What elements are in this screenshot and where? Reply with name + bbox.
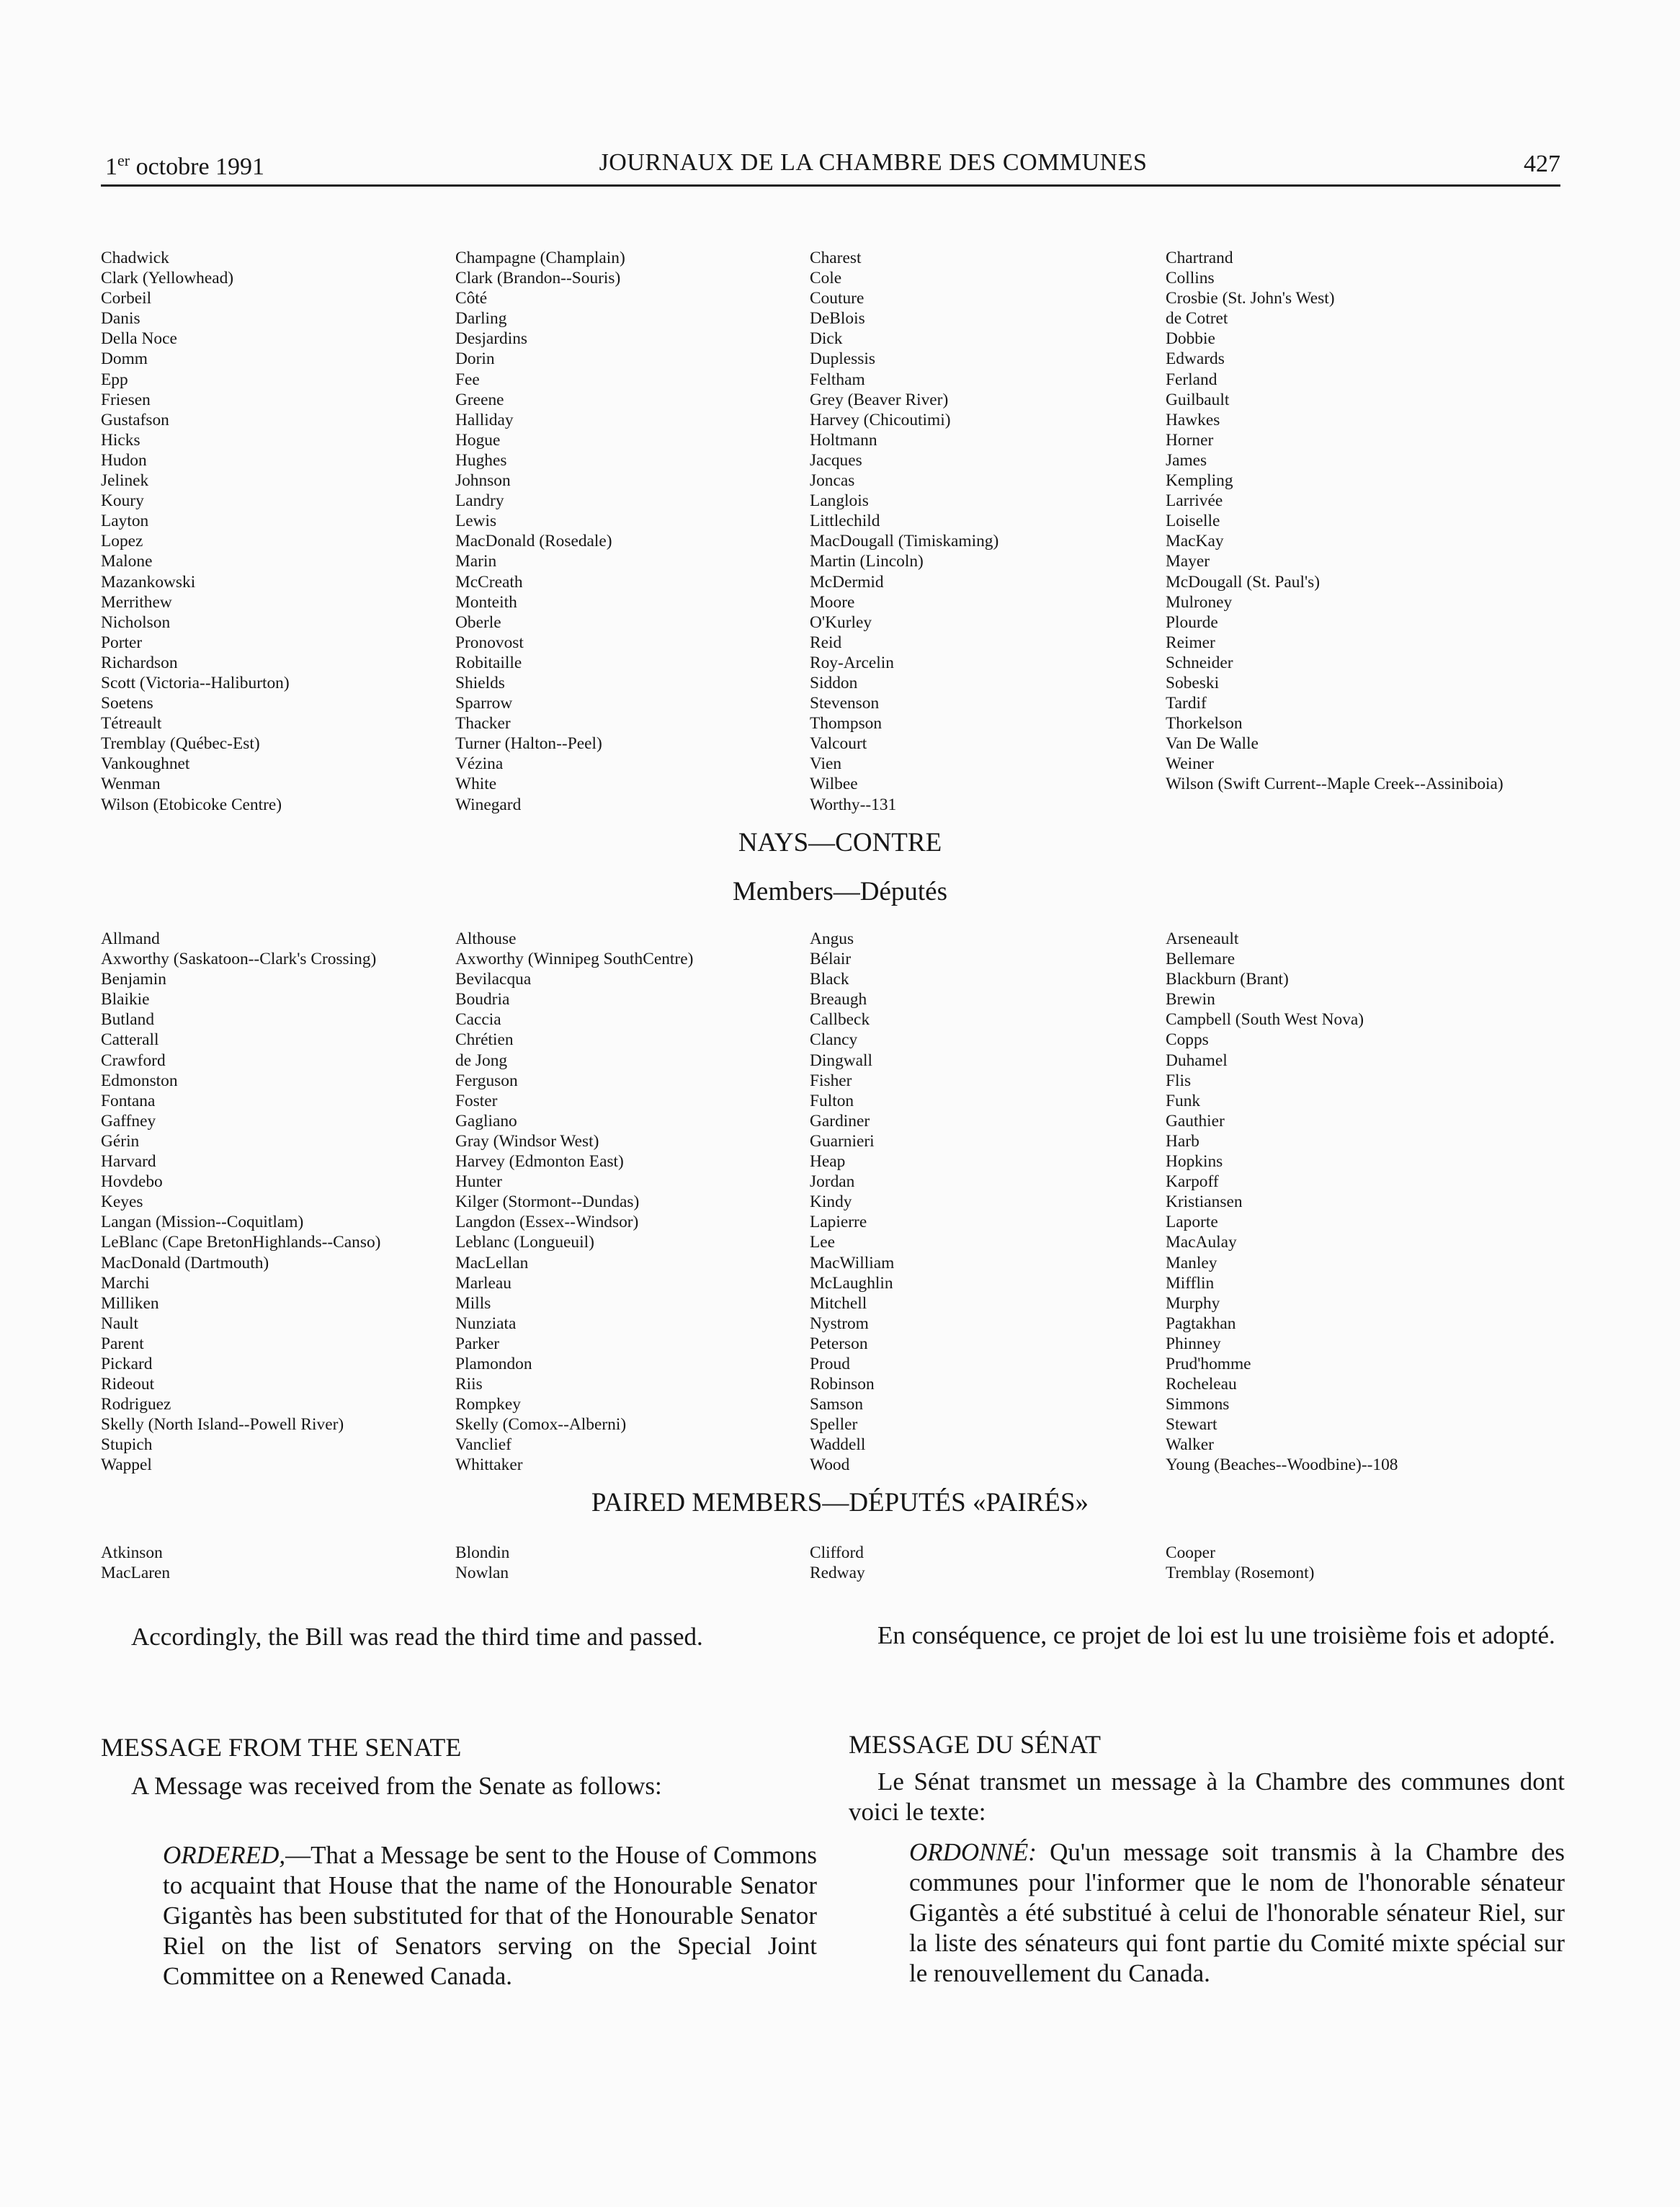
- member-name: Callbeck: [810, 1010, 870, 1030]
- member-name: Reid: [810, 633, 842, 652]
- yeas-column-1: [101, 248, 290, 815]
- french-ordered-paragraph: [909, 1837, 1565, 1989]
- member-name: Johnson: [455, 471, 511, 491]
- member-name: Duhamel: [1166, 1051, 1228, 1070]
- member-name: Skelly (Comox--Alberni): [455, 1415, 627, 1435]
- member-name: LeBlanc (Cape BretonHighlands--Canso): [101, 1233, 381, 1252]
- member-name: Edwards: [1166, 349, 1225, 369]
- member-name: Gagliano: [455, 1111, 517, 1131]
- member-name: Corbeil: [101, 289, 152, 308]
- member-name: Della Noce: [101, 329, 177, 349]
- member-name: Stupich: [101, 1435, 153, 1455]
- page-number: 427: [1524, 151, 1560, 177]
- member-name: Halliday: [455, 410, 514, 429]
- member-name: Chrétien: [455, 1030, 514, 1050]
- member-name: Young (Beaches--Woodbine)--108: [1166, 1455, 1398, 1475]
- member-name: Foster: [455, 1091, 498, 1110]
- member-name: Lopez: [101, 532, 143, 551]
- nays-heading: NAYS—CONTRE: [738, 828, 942, 857]
- member-name: Schneider: [1166, 653, 1233, 672]
- member-name: Althouse: [455, 929, 517, 948]
- member-name: Hunter: [455, 1172, 502, 1192]
- member-name: Langlois: [810, 491, 869, 511]
- member-name: Harb: [1166, 1131, 1199, 1151]
- member-name: Heap: [810, 1152, 846, 1172]
- member-name: O'Kurley: [810, 612, 872, 632]
- member-name: de Jong: [455, 1051, 508, 1070]
- paired-heading: PAIRED MEMBERS—DÉPUTÉS «PAIRÉS»: [591, 1488, 1089, 1517]
- english-message-heading: MESSAGE FROM THE SENATE: [101, 1733, 462, 1762]
- member-name: Nault: [101, 1314, 138, 1333]
- member-name: Walker: [1166, 1435, 1214, 1455]
- member-name: Gaffney: [101, 1111, 156, 1131]
- member-name: Clark (Yellowhead): [101, 269, 234, 288]
- member-name: Simmons: [1166, 1395, 1230, 1414]
- member-name: Stewart: [1166, 1415, 1217, 1435]
- member-name: Domm: [101, 349, 148, 369]
- member-name: Soetens: [101, 694, 153, 713]
- member-name: Plourde: [1166, 612, 1218, 632]
- member-name: Friesen: [101, 390, 151, 409]
- member-name: Parker: [455, 1334, 500, 1353]
- member-name: Caccia: [455, 1010, 501, 1030]
- member-name: Kilger (Stormont--Dundas): [455, 1192, 640, 1212]
- member-name: Fee: [455, 370, 480, 389]
- nays-column-4: [1166, 929, 1398, 1476]
- member-name: Butland: [101, 1010, 155, 1030]
- member-name: Loiselle: [1166, 512, 1220, 531]
- member-name: Greene: [455, 390, 504, 409]
- member-name: Wilbee: [810, 775, 858, 794]
- member-name: Milliken: [101, 1293, 159, 1313]
- paired-column-4: [1166, 1543, 1314, 1583]
- paired-column-1: [101, 1543, 170, 1583]
- yeas-column-4: [1166, 248, 1503, 795]
- member-name: Van De Walle: [1166, 734, 1259, 754]
- member-name: Laporte: [1166, 1213, 1218, 1232]
- member-name: Harvard: [101, 1152, 156, 1172]
- member-name: Gauthier: [1166, 1111, 1225, 1131]
- member-name: Côté: [455, 289, 488, 308]
- member-name: Hovdebo: [101, 1172, 163, 1192]
- member-name: Hawkes: [1166, 410, 1220, 429]
- english-ordered-paragraph: [163, 1840, 817, 1992]
- member-name: Blackburn (Brant): [1166, 970, 1289, 989]
- member-name: Pagtakhan: [1166, 1314, 1236, 1333]
- member-name: Hughes: [455, 450, 507, 470]
- member-name: Riis: [455, 1375, 483, 1394]
- member-name: Porter: [101, 633, 143, 652]
- member-name: Blaikie: [101, 990, 150, 1009]
- member-name: Wood: [810, 1455, 850, 1475]
- member-name: Vanclief: [455, 1435, 511, 1455]
- member-name: Wilson (Etobicoke Centre): [101, 795, 282, 814]
- member-name: MacLellan: [455, 1253, 529, 1272]
- member-name: Flis: [1166, 1071, 1192, 1090]
- member-name: Jelinek: [101, 471, 149, 491]
- member-name: Stevenson: [810, 694, 880, 713]
- member-name: Dobbie: [1166, 329, 1215, 349]
- member-name: Charest: [810, 249, 862, 267]
- member-name: Turner (Halton--Peel): [455, 734, 602, 754]
- member-name: Thacker: [455, 714, 511, 734]
- member-name: Horner: [1166, 430, 1214, 450]
- member-name: Mulroney: [1166, 592, 1233, 612]
- member-name: Roy-Arcelin: [810, 653, 894, 672]
- member-name: Crosbie (St. John's West): [1166, 289, 1335, 308]
- member-name: Copps: [1166, 1030, 1209, 1050]
- member-name: Fisher: [810, 1071, 852, 1090]
- member-name: Thompson: [810, 714, 883, 734]
- member-name: MacDougall (Timiskaming): [810, 532, 999, 551]
- member-name: Marleau: [455, 1273, 511, 1293]
- english-message-intro: A Message was received from the Senate as follows:: [131, 1772, 662, 1800]
- member-name: Axworthy (Saskatoon--Clark's Crossing): [101, 950, 377, 969]
- member-name: Skelly (North Island--Powell River): [101, 1415, 344, 1435]
- member-name: Crawford: [101, 1051, 166, 1070]
- member-name: Vien: [810, 754, 842, 774]
- member-name: Gustafson: [101, 410, 169, 429]
- member-name: Benjamin: [101, 970, 166, 989]
- member-name: Prud'homme: [1166, 1354, 1251, 1373]
- member-name: Guarnieri: [810, 1131, 875, 1151]
- member-name: Nystrom: [810, 1314, 869, 1333]
- member-name: Ferguson: [455, 1071, 518, 1090]
- member-name: Nunziata: [455, 1314, 517, 1333]
- member-name: Black: [810, 970, 849, 989]
- member-name: Sobeski: [1166, 673, 1220, 692]
- member-name: Weiner: [1166, 754, 1214, 774]
- member-name: Dingwall: [810, 1051, 873, 1070]
- member-name: Oberle: [455, 612, 501, 632]
- member-name: Angus: [810, 929, 854, 948]
- english-accordingly: Accordingly, the Bill was read the third time and passed.: [131, 1623, 703, 1651]
- member-name: Blondin: [455, 1543, 510, 1562]
- member-name: Robitaille: [455, 653, 522, 672]
- member-name: Campbell (South West Nova): [1166, 1010, 1364, 1030]
- french-accordingly: En conséquence, ce projet de loi est lu une troisième fois et adopté.: [877, 1621, 1555, 1649]
- member-name: Funk: [1166, 1091, 1201, 1110]
- member-name: Grey (Beaver River): [810, 390, 949, 409]
- member-name: Wilson (Swift Current--Maple Creek--Assiniboia): [1166, 775, 1503, 794]
- member-name: Landry: [455, 491, 504, 511]
- nays-subheading: Members—Députés: [733, 877, 947, 906]
- member-name: Mifflin: [1166, 1273, 1215, 1293]
- member-name: Cole: [810, 269, 842, 288]
- member-name: McLaughlin: [810, 1273, 893, 1293]
- member-name: Kristiansen: [1166, 1192, 1243, 1212]
- member-name: Feltham: [810, 370, 865, 389]
- member-name: Keyes: [101, 1192, 143, 1212]
- member-name: Wappel: [101, 1455, 152, 1475]
- member-name: MacAulay: [1166, 1233, 1237, 1252]
- member-name: Waddell: [810, 1435, 866, 1455]
- member-name: Kindy: [810, 1192, 852, 1212]
- member-name: Rideout: [101, 1375, 155, 1394]
- member-name: Lee: [810, 1233, 836, 1252]
- member-name: Axworthy (Winnipeg SouthCentre): [455, 950, 694, 969]
- member-name: Hicks: [101, 430, 140, 450]
- member-name: Vézina: [455, 754, 504, 774]
- member-name: Desjardins: [455, 329, 528, 349]
- member-name: James: [1166, 450, 1207, 470]
- member-name: Atkinson: [101, 1543, 163, 1562]
- member-name: Tardif: [1166, 694, 1207, 713]
- member-name: Malone: [101, 552, 153, 571]
- member-name: Clark (Brandon--Souris): [455, 269, 621, 288]
- header-date: 1er octobre 1991: [105, 151, 265, 180]
- member-name: Jordan: [810, 1172, 855, 1192]
- member-name: Dick: [810, 329, 843, 349]
- member-name: Siddon: [810, 673, 858, 692]
- page-header: [101, 147, 1560, 187]
- member-name: Lewis: [455, 512, 497, 531]
- french-ordered-label: ORDONNÉ:: [909, 1838, 1037, 1866]
- member-name: McDermid: [810, 572, 884, 592]
- member-name: Rodriguez: [101, 1395, 171, 1414]
- member-name: Darling: [455, 309, 507, 329]
- member-name: Gardiner: [810, 1111, 870, 1131]
- paired-column-3: [810, 1543, 865, 1583]
- member-name: Guilbault: [1166, 390, 1230, 409]
- member-name: Mazankowski: [101, 572, 196, 592]
- member-name: Tremblay (Québec-Est): [101, 734, 260, 754]
- member-name: Bellemare: [1166, 950, 1236, 969]
- member-name: Littlechild: [810, 512, 880, 531]
- member-name: Samson: [810, 1395, 864, 1414]
- member-name: Fontana: [101, 1091, 156, 1110]
- member-name: Clancy: [810, 1030, 858, 1050]
- member-name: DeBlois: [810, 309, 865, 329]
- member-name: Richardson: [101, 653, 178, 672]
- member-name: Scott (Victoria--Haliburton): [101, 673, 290, 692]
- member-name: Mayer: [1166, 552, 1210, 571]
- nays-column-2: [455, 929, 693, 1476]
- member-name: Sparrow: [455, 694, 513, 713]
- member-name: Kempling: [1166, 471, 1233, 491]
- member-name: Cooper: [1166, 1543, 1215, 1562]
- member-name: Leblanc (Longueuil): [455, 1233, 594, 1252]
- member-name: Thorkelson: [1166, 714, 1243, 734]
- member-name: Langan (Mission--Coquitlam): [101, 1213, 304, 1232]
- member-name: Joncas: [810, 471, 855, 491]
- member-name: White: [455, 775, 497, 794]
- member-name: Danis: [101, 309, 140, 329]
- member-name: Duplessis: [810, 349, 875, 369]
- english-ordered-text: —That a Message be sent to the House of Commons to acquaint that House that the name of the Honourable Senator Gigantès has been substituted for that of the Honourable Senator Riel on the list of Senators serving on the Special Joint Committee on a Renewed Canada.: [163, 1841, 817, 1990]
- member-name: Clifford: [810, 1543, 864, 1562]
- french-ordered-text: Qu'un message soit transmis à la Chambre des communes pour l'informer que le nom de l'honorable sénateur Gigantès a été substitué à celui de l'honorable sénateur Riel, sur la liste des sénateurs qui font partie du Comité mixte spécial sur le renouvellement du Canada.: [909, 1838, 1565, 1987]
- member-name: Lapierre: [810, 1213, 867, 1232]
- member-name: Pickard: [101, 1354, 153, 1373]
- member-name: Chadwick: [101, 249, 169, 267]
- nays-column-1: [101, 929, 380, 1476]
- member-name: Gray (Windsor West): [455, 1131, 599, 1151]
- member-name: Mitchell: [810, 1293, 867, 1313]
- member-name: Langdon (Essex--Windsor): [455, 1213, 639, 1232]
- header-title: JOURNAUX DE LA CHAMBRE DES COMMUNES: [599, 149, 1148, 176]
- member-name: Karpoff: [1166, 1172, 1219, 1192]
- member-name: Allmand: [101, 929, 160, 948]
- member-name: Nowlan: [455, 1564, 509, 1583]
- member-name: Ferland: [1166, 370, 1217, 389]
- member-name: Peterson: [810, 1334, 868, 1353]
- member-name: McCreath: [455, 572, 523, 592]
- yeas-column-2: [455, 248, 625, 815]
- member-name: Mills: [455, 1293, 491, 1313]
- member-name: Bélair: [810, 950, 852, 969]
- member-name: Arseneault: [1166, 929, 1239, 948]
- member-name: Moore: [810, 592, 855, 612]
- member-name: Layton: [101, 512, 149, 531]
- member-name: Rompkey: [455, 1395, 521, 1414]
- member-name: Champagne (Champlain): [455, 249, 625, 267]
- member-name: Edmonston: [101, 1071, 178, 1090]
- member-name: Tremblay (Rosemont): [1166, 1564, 1315, 1583]
- member-name: Nicholson: [101, 612, 171, 632]
- member-name: Collins: [1166, 269, 1215, 288]
- member-name: Chartrand: [1166, 249, 1233, 267]
- member-name: Whittaker: [455, 1455, 523, 1475]
- member-name: Parent: [101, 1334, 144, 1353]
- member-name: Boudria: [455, 990, 510, 1009]
- nays-column-3: [810, 929, 894, 1476]
- member-name: McDougall (St. Paul's): [1166, 572, 1321, 592]
- member-name: Breaugh: [810, 990, 867, 1009]
- member-name: MacKay: [1166, 532, 1224, 551]
- member-name: Reimer: [1166, 633, 1215, 652]
- member-name: Epp: [101, 370, 128, 389]
- member-name: Larrivée: [1166, 491, 1223, 511]
- member-name: Couture: [810, 289, 864, 308]
- member-name: Manley: [1166, 1253, 1217, 1272]
- member-name: de Cotret: [1166, 309, 1228, 329]
- member-name: Proud: [810, 1354, 850, 1373]
- member-name: Fulton: [810, 1091, 854, 1110]
- member-name: Bevilacqua: [455, 970, 532, 989]
- member-name: Jacques: [810, 450, 862, 470]
- member-name: Harvey (Chicoutimi): [810, 410, 951, 429]
- french-message-intro: Le Sénat transmet un message à la Chambre des communes dont voici le texte:: [849, 1767, 1565, 1826]
- member-name: Speller: [810, 1415, 858, 1435]
- french-message-heading: MESSAGE DU SÉNAT: [849, 1730, 1102, 1759]
- member-name: MacWilliam: [810, 1253, 895, 1272]
- member-name: Wenman: [101, 775, 161, 794]
- member-name: Brewin: [1166, 990, 1215, 1009]
- member-name: Valcourt: [810, 734, 867, 754]
- member-name: Hopkins: [1166, 1152, 1223, 1172]
- member-name: Murphy: [1166, 1293, 1220, 1313]
- member-name: Phinney: [1166, 1334, 1221, 1353]
- member-name: Worthy--131: [810, 795, 897, 814]
- member-name: Harvey (Edmonton East): [455, 1152, 624, 1172]
- member-name: Merrithew: [101, 592, 172, 612]
- member-name: MacDonald (Dartmouth): [101, 1253, 269, 1272]
- member-name: Robinson: [810, 1375, 875, 1394]
- member-name: Catterall: [101, 1030, 159, 1050]
- member-name: Hogue: [455, 430, 501, 450]
- member-name: Pronovost: [455, 633, 524, 652]
- member-name: MacDonald (Rosedale): [455, 532, 612, 551]
- member-name: Monteith: [455, 592, 517, 612]
- member-name: Winegard: [455, 795, 522, 814]
- yeas-column-3: [810, 248, 998, 815]
- member-name: Vankoughnet: [101, 754, 190, 774]
- member-name: Koury: [101, 491, 144, 511]
- member-name: Dorin: [455, 349, 495, 369]
- member-name: MacLaren: [101, 1564, 171, 1583]
- member-name: Marin: [455, 552, 497, 571]
- member-name: Martin (Lincoln): [810, 552, 924, 571]
- member-name: Rocheleau: [1166, 1375, 1237, 1394]
- member-name: Tétreault: [101, 714, 162, 734]
- member-name: Holtmann: [810, 430, 877, 450]
- member-name: Plamondon: [455, 1354, 532, 1373]
- member-name: Hudon: [101, 450, 147, 470]
- english-ordered-label: ORDERED,: [163, 1841, 286, 1869]
- member-name: Redway: [810, 1564, 865, 1583]
- member-name: Shields: [455, 673, 505, 692]
- member-name: Gérin: [101, 1131, 140, 1151]
- member-name: Marchi: [101, 1273, 150, 1293]
- paired-column-2: [455, 1543, 509, 1583]
